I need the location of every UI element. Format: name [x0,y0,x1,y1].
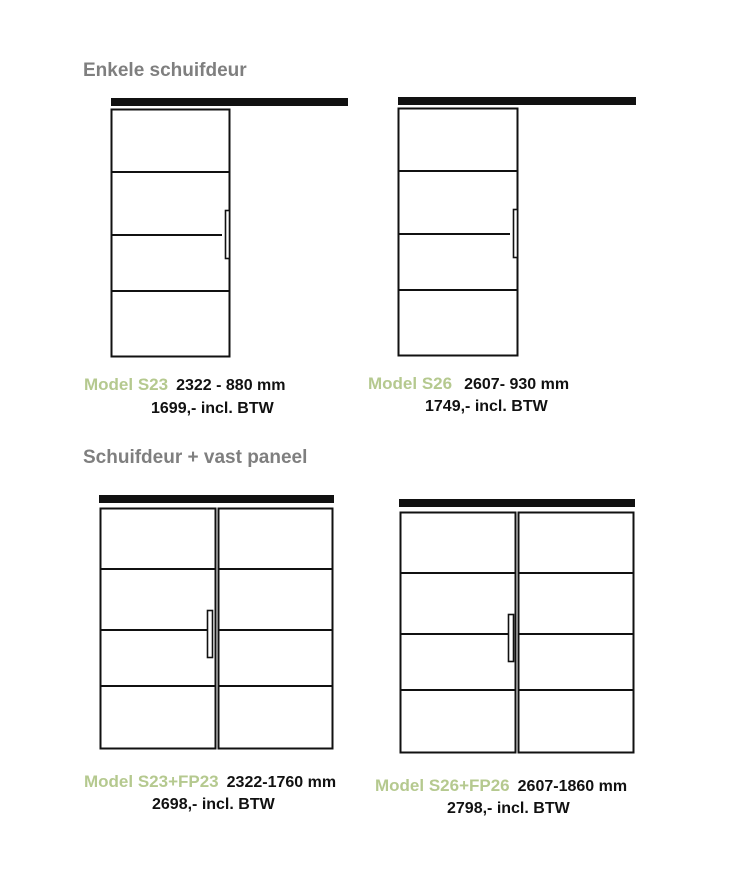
section-heading-combo: Schuifdeur + vast paneel [83,447,308,468]
door-frame [401,513,516,753]
model-name: Model S26 [368,374,453,393]
caption-s26 [368,374,569,394]
model-price: 2798,- incl. BTW [447,800,570,817]
model-price: 1699,- incl. BTW [151,400,274,417]
door-diagram-s26-fp26 [399,499,635,753]
model-name: Model S26+FP26 [375,776,510,795]
model-name: Model S23 [84,375,169,394]
model-price: 1749,- incl. BTW [425,398,548,415]
section-heading-single: Enkele schuifdeur [83,60,247,81]
sliding-rail [111,98,348,106]
door-diagram-s23-fp23 [99,495,334,749]
caption-s26-fp26 [375,776,627,796]
door-frame [399,109,518,356]
fixed-panel-frame [219,509,333,749]
door-diagram-s23 [111,98,348,357]
model-price: 2698,- incl. BTW [152,796,275,813]
door-frame [112,110,230,357]
model-dimensions: 2607-1860 mm [517,778,628,795]
door-handle [514,210,518,258]
sliding-rail [398,97,636,105]
sliding-rail [99,495,334,503]
model-name: Model S23+FP23 [84,772,219,791]
caption-s23-fp23 [84,772,336,792]
model-dimensions: 2322 - 880 mm [176,377,286,394]
door-diagram-s26 [398,97,636,356]
door-frame [101,509,216,749]
sliding-rail [399,499,635,507]
door-handle [226,211,230,259]
model-dimensions: 2607- 930 mm [464,376,570,393]
model-dimensions: 2322-1760 mm [226,774,337,791]
door-handle [509,615,514,662]
door-handle [208,611,213,658]
caption-s23 [84,375,286,395]
fixed-panel-frame [519,513,634,753]
